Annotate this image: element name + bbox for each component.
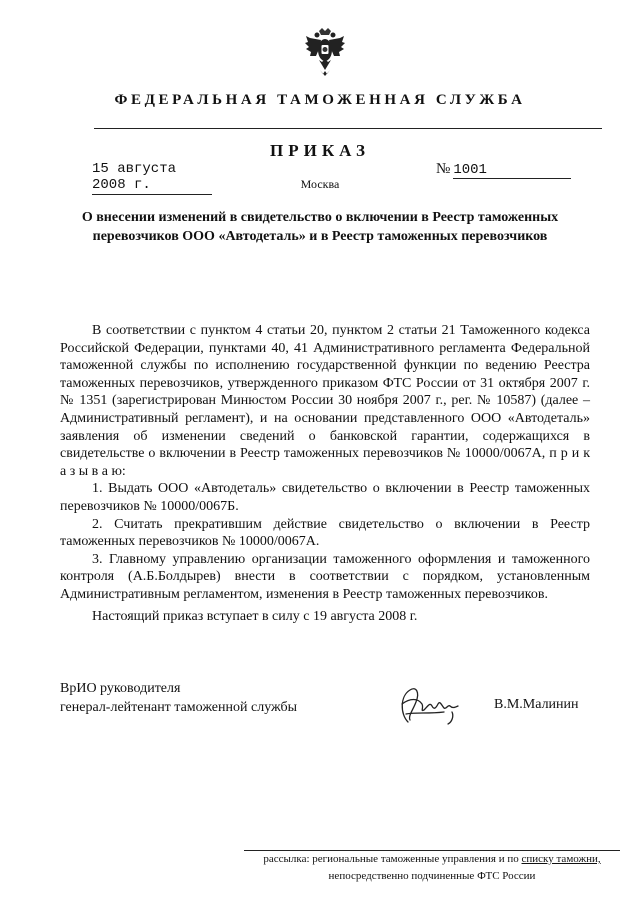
effective-date-statement: Настоящий приказ вступает в силу с 19 августа 2008 г. — [92, 609, 418, 624]
distribution-list-link: списку таможни, — [521, 853, 601, 865]
number-sign: № — [436, 161, 451, 177]
order-date: 15 августа 2008 г. — [92, 161, 212, 195]
agency-name: ФЕДЕРАЛЬНАЯ ТАМОЖЕННАЯ СЛУЖБА — [114, 92, 526, 108]
position-line-1: ВрИО руководителя — [60, 681, 181, 696]
order-subject: О внесении изменений в свидетельство о включении в Реестр таможенных перевозчиков ООО «Автодеталь» и в Реестр таможенных перевозчиков — [81, 210, 559, 244]
signatory-name: В.М.Малинин — [494, 697, 579, 712]
order-title: ПРИКАЗ — [270, 141, 370, 160]
signatory-position — [60, 679, 297, 717]
header-divider — [94, 128, 602, 129]
distribution-line-2: непосредственно подчиненные ФТС России — [328, 870, 536, 882]
preamble-paragraph: В соответствии с пунктом 4 статьи 20, пунктом 2 статьи 21 Таможенного кодекса Российской Федерации, пунктами 40, 41 Административного регламента Федеральной таможенной службы по исполнению государственной функции по ведению Реестра таможенных перевозчиков, утвержденного приказом ФТС России от 31 октября 2007 г. № 1351 (зарегистрирован Минюстом России 30 ноября 2007 г., рег. № 10587) (далее – Административный регламент), и на основании представленного ООО «Автодеталь» заявления об изменении сведений о банковской гарантии, содержащихся в свидетельстве о включении в Реестр таможенных перевозчиков № 10000/0067А, п р и к а з ы в а ю: — [60, 323, 590, 479]
distribution-prefix: рассылка: региональные таможенные управления и по — [263, 853, 522, 865]
order-body — [60, 322, 590, 604]
order-city: Москва — [300, 177, 340, 191]
item-3: 3. Главному управлению организации таможенного оформления и таможенного контроля (А.Б.Болдырев) внести в соответствии с порядком, установленным Административным регламентом, изменения в Реестр таможенных перевозчиков. — [60, 551, 590, 602]
item-2: 2. Считать прекратившим действие свидетельство о включении в Реестр таможенных перевозчиков № 10000/0067А. — [60, 516, 590, 550]
handwritten-signature-icon — [394, 684, 466, 728]
russian-coat-of-arms-icon — [302, 26, 348, 78]
position-line-2: генерал-лейтенант таможенной службы — [60, 700, 298, 715]
order-number: 1001 — [453, 162, 571, 179]
distribution-list — [244, 851, 620, 885]
item-1: 1. Выдать ООО «Автодеталь» свидетельство о включении в Реестр таможенных перевозчиков № 10000/0067Б. — [60, 481, 590, 514]
